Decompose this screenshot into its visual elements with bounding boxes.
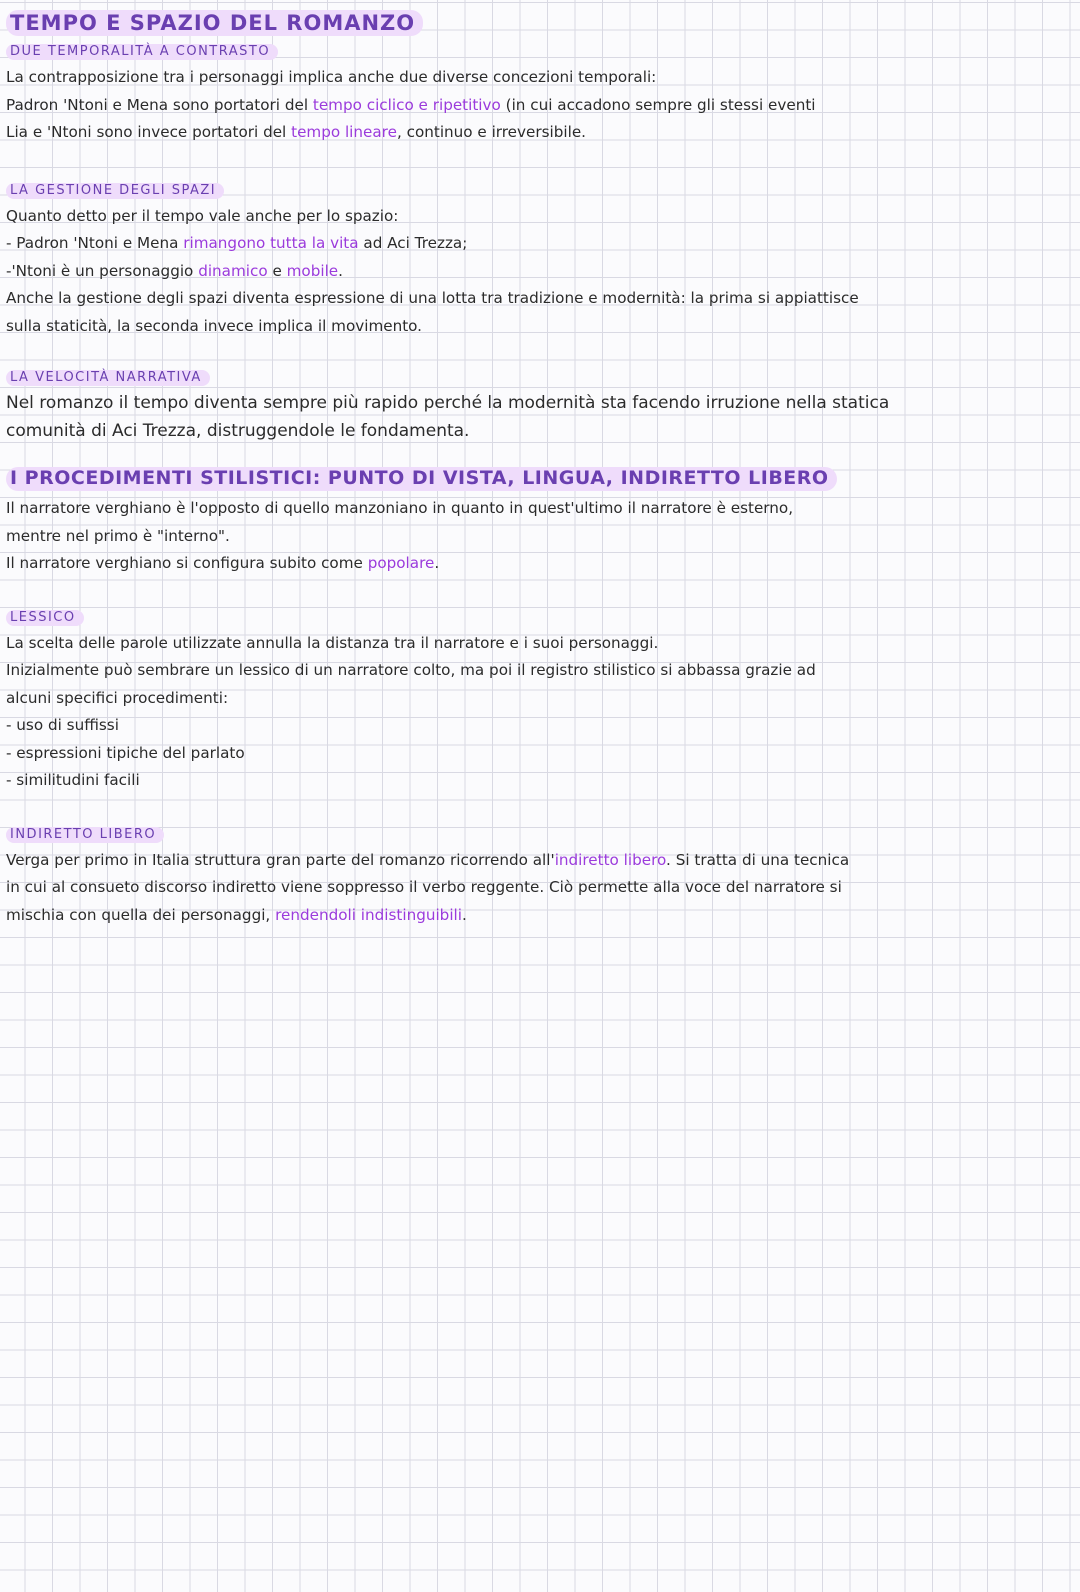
list-item: - uso di suffissi [6,716,119,734]
text-line: sulla staticità, la seconda invece implica il movimento. [6,316,423,335]
section-heading: INDIRETTO LIBERO [6,827,164,843]
text-line: Verga per primo in Italia struttura gran parte del romanzo ricorrendo all'indiretto libero. Si tratta di una tecnica [6,850,850,869]
highlighted-term: tempo lineare [291,123,397,141]
section-indiretto-libero [6,823,1072,930]
highlighted-term: rendendoli indistinguibili [275,905,462,924]
text-line: Il narratore verghiano è l'opposto di quello manzoniano in quanto in quest'ultimo il narratore è esterno, [6,499,794,517]
section-heading: I PROCEDIMENTI STILISTICI: PUNTO DI VISTA, LINGUA, INDIRETTO LIBERO [6,467,837,491]
highlighted-term: dinamico [198,261,268,280]
text-line: comunità di Aci Trezza, distruggendole le fondamenta. [6,420,470,441]
text-line: Anche la gestione degli spazi diventa espressione di una lotta tra tradizione e modernità: la prima si appiattisce [6,289,859,307]
text-line: alcuni specifici procedimenti: [6,688,229,707]
text-line: Il narratore verghiano si configura subito come popolare. [6,554,440,572]
section-velocita [6,366,1072,445]
notes-page [6,4,1072,929]
text-line: mentre nel primo è "interno". [6,526,230,545]
text-line: La scelta delle parole utilizzate annulla la distanza tra il narratore e i suoi personaggi. [6,633,659,652]
highlighted-term: indiretto libero [554,850,667,869]
page-title: TEMPO E SPAZIO DEL ROMANZO [6,10,423,36]
section-heading: LA VELOCITÀ NARRATIVA [6,370,210,386]
list-item: - similitudini facili [6,771,140,789]
text-line: Inizialmente può sembrare un lessico di un narratore colto, ma poi il registro stilistico si abbassa grazie ad [6,661,816,679]
text-line: mischia con quella dei personaggi, rendendoli indistinguibili. [6,905,467,924]
list-item: - espressioni tipiche del parlato [6,743,245,762]
text-line: -'Ntoni è un personaggio dinamico e mobile. [6,261,343,280]
highlighted-term: rimangono tutta la vita [183,234,359,252]
section-heading: LA GESTIONE DEGLI SPAZI [6,183,224,199]
text-line: in cui al consueto discorso indiretto viene soppresso il verbo reggente. Ciò permette alla voce del narratore si [6,878,842,896]
text-line: La contrapposizione tra i personaggi implica anche due diverse concezioni temporali: [6,68,657,86]
highlighted-term: popolare [367,554,435,572]
text-line: Padron 'Ntoni e Mena sono portatori del tempo ciclico e ripetitivo (in cui accadono sempre gli stessi eventi [6,95,816,114]
highlighted-term: tempo ciclico e ripetitivo [312,95,501,114]
text-line: Nel romanzo il tempo diventa sempre più rapido perché la modernità sta facendo irruzione nella statica [6,393,890,413]
text-line: - Padron 'Ntoni e Mena rimangono tutta la vita ad Aci Trezza; [6,234,468,252]
section-lessico [6,606,1072,795]
highlighted-term: mobile [286,261,339,280]
section-temporalita [6,40,1072,147]
text-line: Lia e 'Ntoni sono invece portatori del tempo lineare, continuo e irreversibile. [6,123,586,141]
text-line: Quanto detto per il tempo vale anche per lo spazio: [6,206,399,225]
section-heading: LESSICO [6,610,84,626]
section-procedimenti [6,467,1072,578]
section-heading: DUE TEMPORALITÀ A CONTRASTO [6,44,278,60]
section-spazi [6,179,1072,341]
